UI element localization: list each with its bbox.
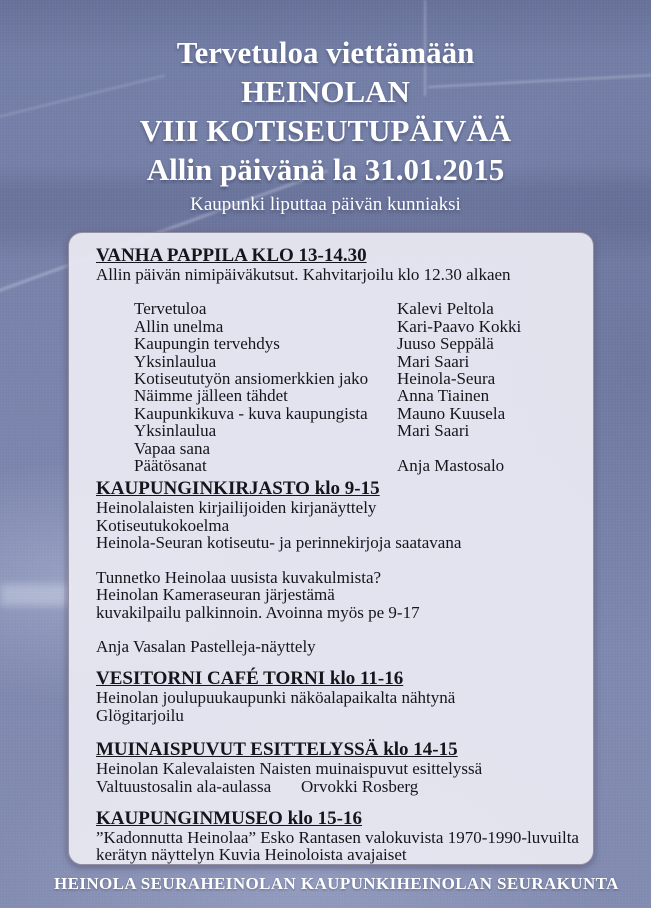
- poster-title: [0, 33, 651, 218]
- text-line: Heinolalaisten kirjailijoiden kirjanäyttely: [96, 498, 377, 518]
- section-heading: KAUPUNGINKIRJASTO klo 9-15: [96, 478, 380, 500]
- text-line: Heinolan joulupuukaupunki näköalapaikalta nähtynä: [96, 688, 456, 708]
- program-row: [134, 422, 581, 439]
- program-row: [134, 353, 581, 370]
- venue-name: Valtuustosalin ala-aulassa: [96, 776, 272, 796]
- title-line: Tervetuloa viettämään: [176, 35, 475, 70]
- program-row: [134, 405, 581, 422]
- program-row: [134, 318, 581, 335]
- program-row: [134, 300, 581, 317]
- section-heading: VESITORNI CAFÉ TORNI klo 11-16: [96, 668, 404, 690]
- poster-subtitle: Kaupunki liputtaa päivän kunniaksi: [190, 194, 461, 215]
- text-line: Heinola-Seuran kotiseutu- ja perinnekirjoja saatavana: [96, 533, 462, 553]
- program-person: Heinola-Seura: [397, 369, 496, 389]
- paragraph: [96, 569, 581, 621]
- footer-organizations: [0, 874, 651, 894]
- program-person: Kari-Paavo Kokki: [397, 316, 522, 336]
- program-item: Kotiseututyön ansiomerkkien jako: [134, 369, 369, 389]
- program-person: Juuso Seppälä: [397, 334, 494, 354]
- text-line: Heinolan Kalevalaisten Naisten muinaispuvut esittelyssä: [96, 759, 483, 779]
- title-line: HEINOLAN: [241, 74, 410, 109]
- footer-org: HEINOLA SEURA: [54, 874, 201, 893]
- title-line: Allin päivänä la 31.01.2015: [146, 152, 505, 187]
- program-list: [134, 300, 581, 474]
- text-line: kerätyn näyttelyn Kuvia Heinoloista avajaiset: [96, 845, 407, 865]
- program-item: Kaupungin tervehdys: [134, 334, 280, 354]
- paragraph: [96, 689, 581, 724]
- text-line: Glögitarjoilu: [96, 705, 184, 725]
- program-row: [134, 387, 581, 404]
- text-line: kuvakilpailu palkinnoin. Avoinna myös pe 9-17: [96, 602, 420, 622]
- program-item: Näimme jälleen tähdet: [134, 386, 288, 406]
- program-item: Yksinlaulua: [134, 421, 217, 441]
- text-line: Heinolan Kameraseuran järjestämä: [96, 585, 335, 605]
- program-row: [134, 457, 581, 474]
- section-vanha-pappila: [96, 246, 581, 474]
- program-person: Mari Saari: [397, 421, 470, 441]
- title-line: VIII KOTISEUTUPÄIVÄÄ: [139, 113, 512, 148]
- program-person: Mauno Kuusela: [397, 403, 506, 423]
- footer-org: HEINOLAN KAUPUNKI: [200, 874, 397, 893]
- text-line: Tunnetko Heinolaa uusista kuvakulmista?: [96, 567, 382, 587]
- section-vesitorni: [96, 669, 581, 724]
- paragraph: [96, 638, 581, 655]
- program-item: Kaupunkikuva - kuva kaupungista: [134, 403, 368, 423]
- text-line: Anja Vasalan Pastelleja-näyttely: [96, 636, 316, 656]
- program-item: Allin unelma: [134, 316, 224, 336]
- program-row: [134, 335, 581, 352]
- section-intro: Allin päivän nimipäiväkutsut. Kahvitarjoilu klo 12.30 alkaen: [96, 265, 511, 284]
- program-row: [134, 440, 581, 457]
- venue-row: [96, 778, 581, 795]
- footer-org: HEINOLAN SEURAKUNTA: [396, 874, 619, 893]
- program-item: Päätösanat: [134, 456, 207, 476]
- section-heading: VANHA PAPPILA KLO 13-14.30: [96, 245, 367, 266]
- paragraph: [96, 829, 581, 864]
- program-item: Vapaa sana: [134, 438, 210, 458]
- section-kaupunginmuseo: [96, 809, 581, 864]
- section-muinaispuvut: [96, 740, 581, 795]
- venue-person: Orvokki Rosberg: [301, 776, 419, 796]
- paragraph: [96, 499, 581, 551]
- text-line: Kotiseutukokoelma: [96, 515, 230, 535]
- section-heading: MUINAISPUVUT ESITTELYSSÄ klo 14-15: [96, 739, 458, 761]
- background-texture-streak: [0, 584, 70, 606]
- program-person: Mari Saari: [397, 351, 470, 371]
- program-item: Yksinlaulua: [134, 351, 217, 371]
- section-heading: KAUPUNGINMUSEO klo 15-16: [96, 807, 363, 829]
- section-kaupunginkirjasto: [96, 479, 581, 655]
- event-panel: [68, 232, 594, 865]
- text-line: ”Kadonnutta Heinolaa” Esko Rantasen valokuvista 1970-1990-luvuilta: [96, 827, 579, 847]
- program-row: [134, 370, 581, 387]
- program-person: Anna Tiainen: [397, 386, 490, 406]
- program-person: Kalevi Peltola: [397, 299, 494, 319]
- paragraph: [96, 760, 581, 795]
- program-person: Anja Mastosalo: [397, 456, 505, 476]
- program-item: Tervetuloa: [134, 299, 207, 319]
